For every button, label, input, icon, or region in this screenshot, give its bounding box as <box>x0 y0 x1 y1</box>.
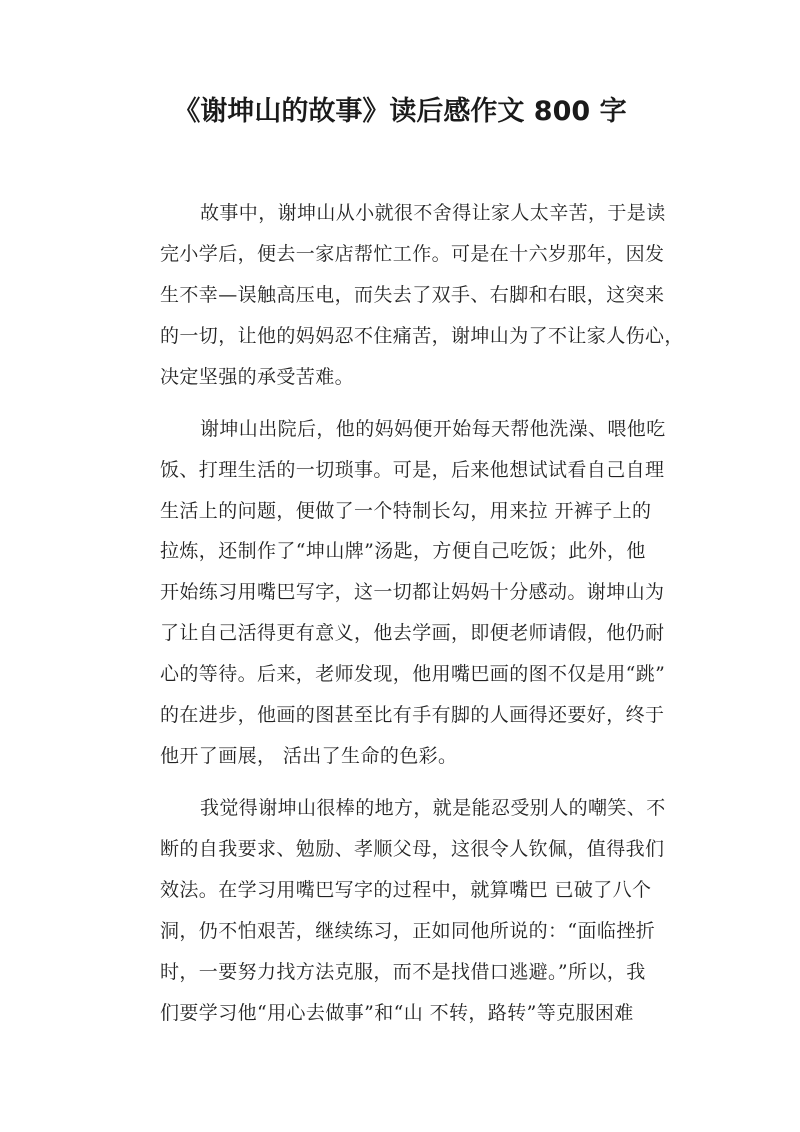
document-body <box>120 193 685 1045</box>
paragraph-line: 他开了画展， 活出了生命的色彩。 <box>160 744 458 767</box>
paragraph-line: 我觉得谢坤山很棒的地方，就是能忍受别人的嘲笑、不 <box>200 797 666 820</box>
paragraph-line: 谢坤山出院后，他的妈妈便开始每天帮他洗澡、喂他吃 <box>200 417 666 440</box>
paragraph-line: 拉炼，还制作了“坤山牌”汤匙，方便自己吃饭；此外，他 <box>160 540 646 563</box>
paragraph-line: 故事中，谢坤山从小就很不舍得让家人太辛苦，于是读 <box>200 202 666 224</box>
paragraph-line: 时，一要努力找方法克服，而不是找借口逃避。”所以，我 <box>160 960 646 983</box>
paragraph-line: 完小学后，便去一家店帮忙工作。可是在十六岁那年，因发 <box>160 242 665 265</box>
paragraph-line: 生活上的问题，便做了一个特制长勾，用来拉 开裤子上的 <box>160 499 652 522</box>
paragraph-line: 的一切，让他的妈妈忍不住痛苦，谢坤山为了不让家人伤心， <box>160 324 684 347</box>
paragraph-line: 们要学习他“用心去做事”和“山 不转，路转”等克服困难 <box>160 1001 634 1024</box>
paragraph-line: 断的自我要求、勉励、孝顺父母，这很令人钦佩，值得我们 <box>160 837 665 860</box>
paragraph-line: 决定坚强的承受苦难。 <box>160 365 355 388</box>
paragraph-line: 了让自己活得更有意义，他去学画，即便老师请假，他仍耐 <box>160 622 665 645</box>
paragraph-line: 饭、打理生活的一切琐事。可是，后来他想试试看自己自理 <box>160 458 665 481</box>
paragraph-line: 心的等待。后来，老师发现，他用嘴巴画的图不仅是用“跳” <box>160 663 666 686</box>
paragraph-line: 效法。在学习用嘴巴写字的过程中，就算嘴巴 已破了八个 <box>160 878 652 901</box>
paragraph-3 <box>120 788 685 1033</box>
paragraph-line: 洞，仍不怕艰苦，继续练习，正如同他所说的：“面临挫折 <box>160 919 656 942</box>
paragraph-line: 开始练习用嘴巴写字，这一切都让妈妈十分感动。谢坤山为 <box>160 581 665 604</box>
document-title: 《谢坤山的故事》读后感作文 800 字 <box>173 96 627 127</box>
paragraph-2 <box>120 409 685 777</box>
paragraph-line: 生不幸—误触高压电，而失去了双手、右脚和右眼，这突来 <box>160 283 665 306</box>
paragraph-line: 的在进步，他画的图甚至比有手有脚的人画得还要好，终于 <box>160 704 665 727</box>
paragraph-1 <box>120 193 685 398</box>
